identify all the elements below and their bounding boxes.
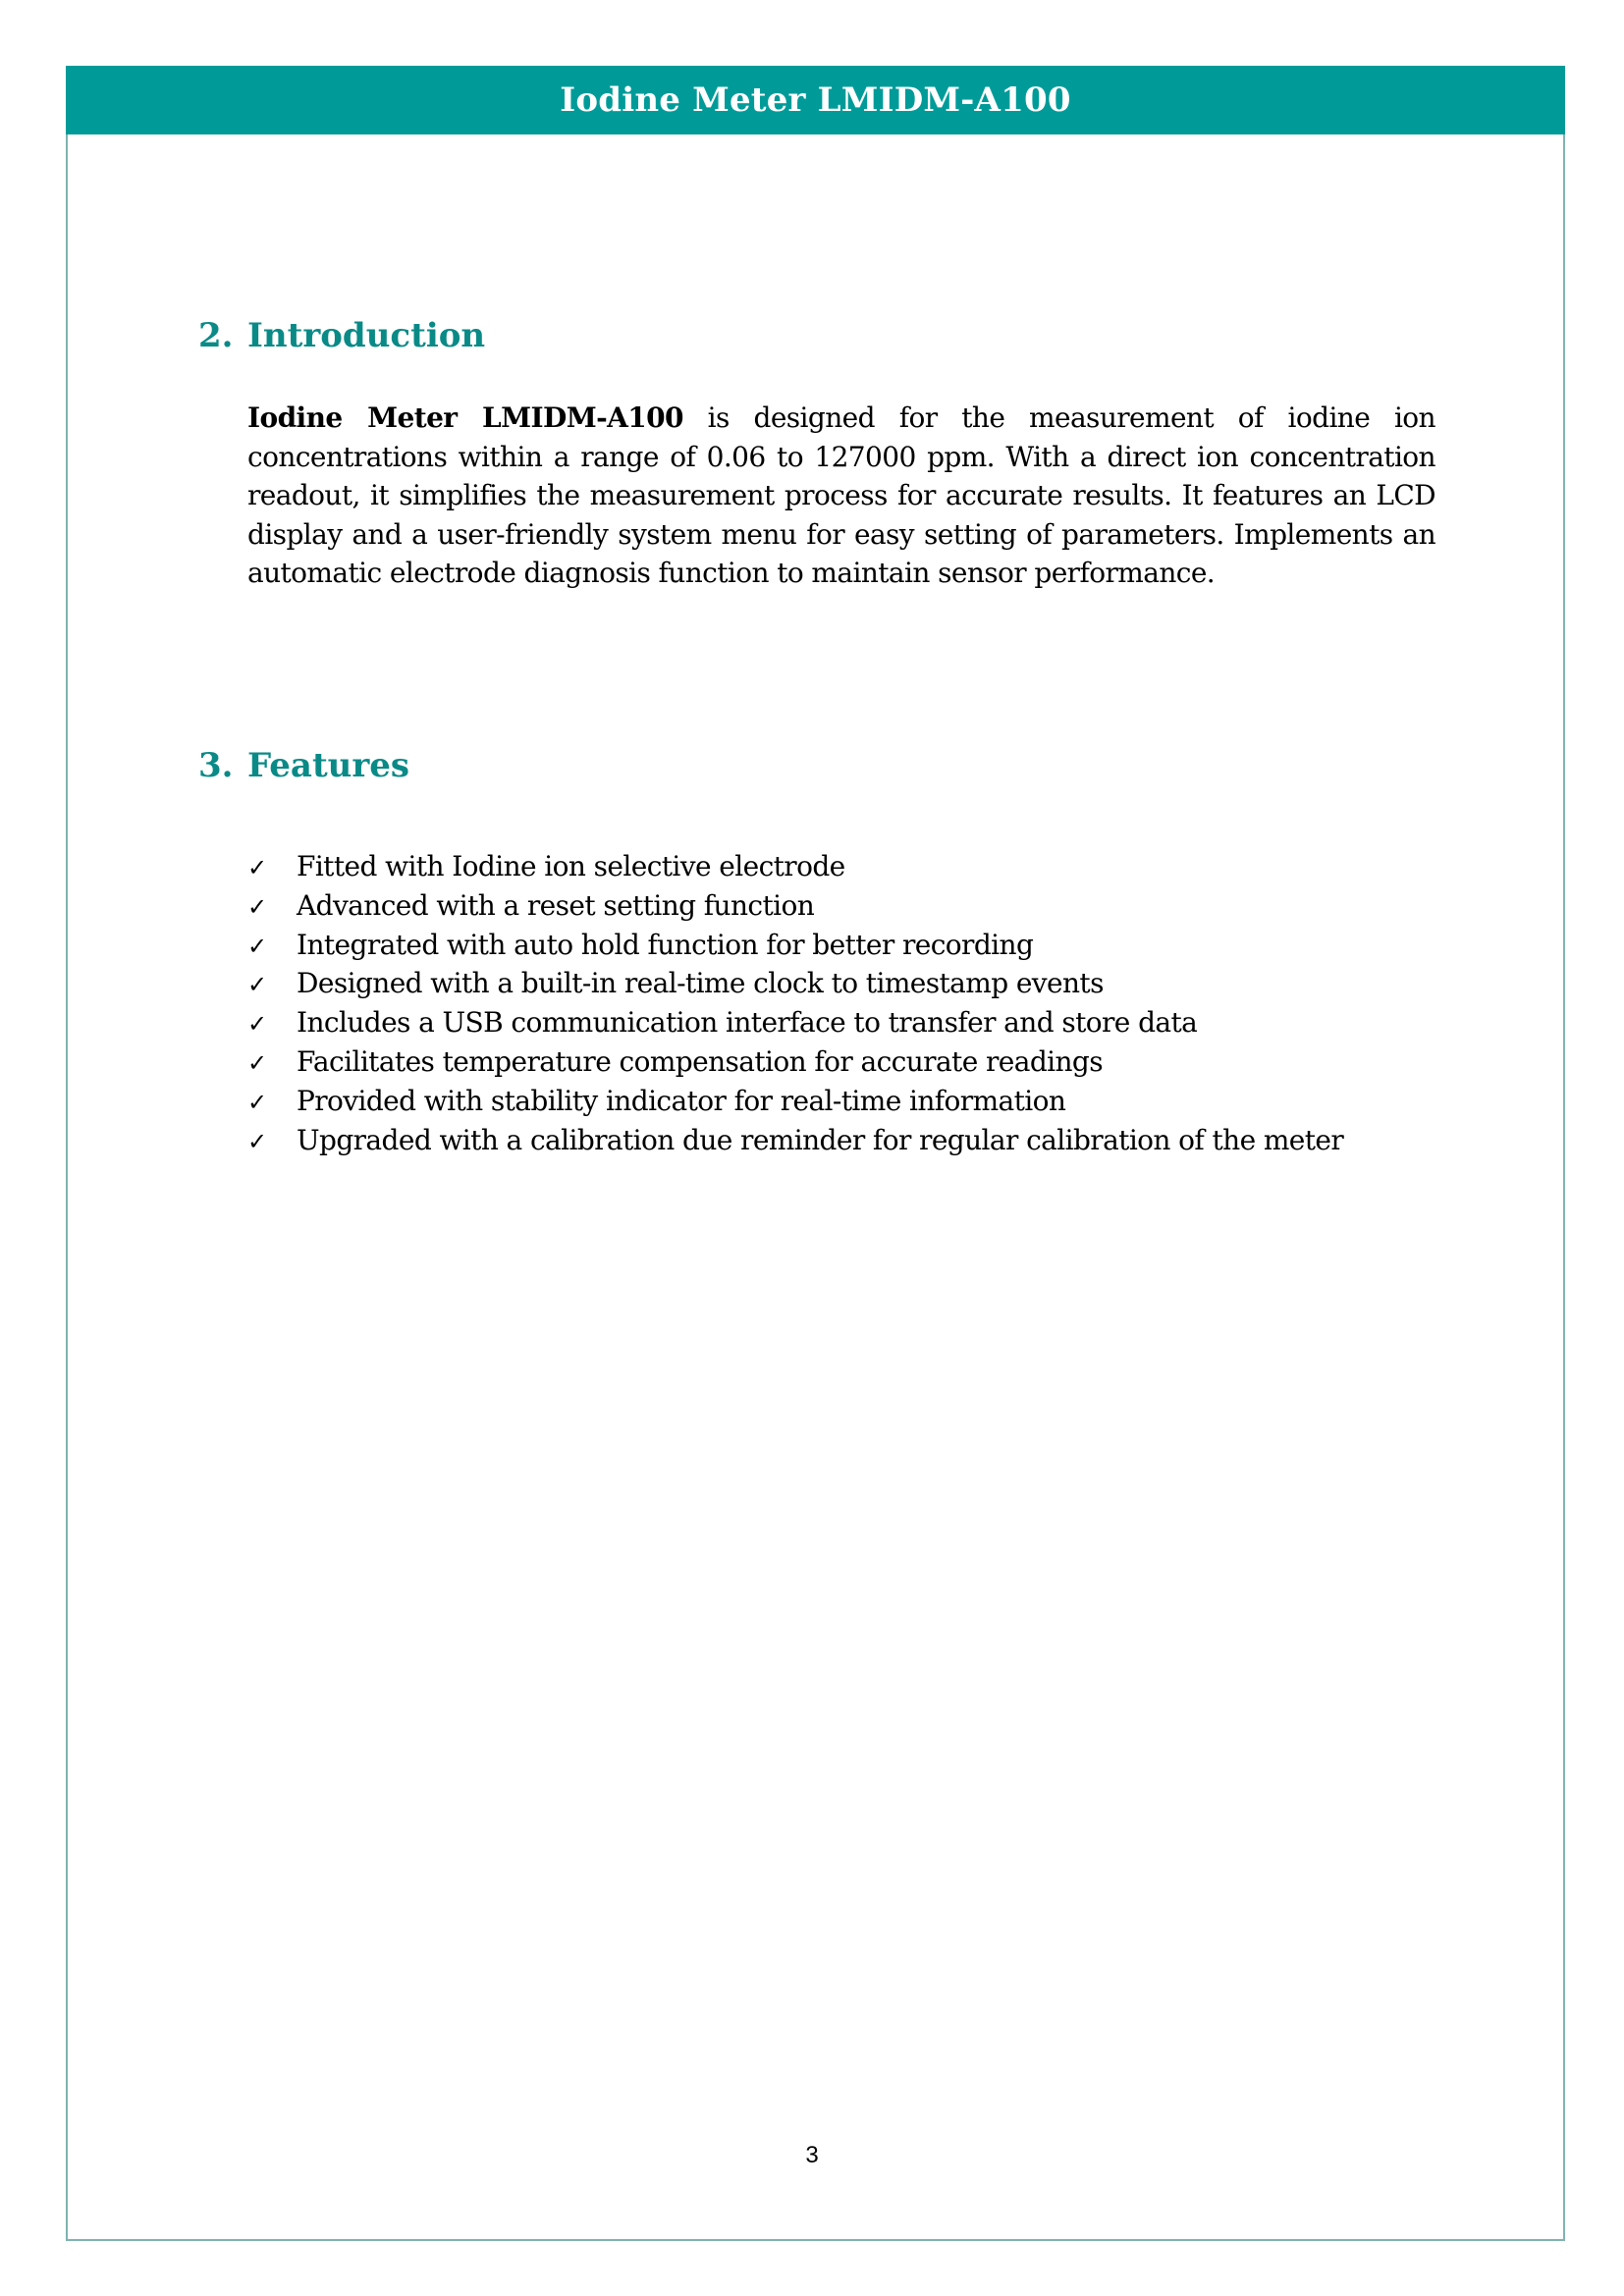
introduction-body: is designed for the measurement of iodine ion concentrations within a range of 0.06 to 127000 ppm. With a direct ion concentration readout, it simplifies the measurement process for accurate results. It features an LCD display and a user-friendly system menu for easy setting of parameters. Implements an automatic electrode diagnosis function to maintain sensor performance.: [247, 401, 1435, 589]
list-item: [247, 889, 1524, 929]
check-icon: ✓: [247, 1088, 268, 1116]
list-item: [247, 1085, 1524, 1124]
features-heading: [198, 746, 409, 785]
features-heading-text: Features: [247, 746, 410, 785]
list-item: [247, 1006, 1524, 1045]
feature-text: Integrated with auto hold function for better recording: [297, 928, 1034, 961]
page-number: 3: [805, 2142, 819, 2168]
feature-text: Designed with a built-in real-time clock to timestamp events: [297, 967, 1104, 1000]
check-icon: ✓: [247, 892, 268, 921]
header-bar: [66, 66, 1565, 134]
features-number: 3.: [198, 746, 234, 785]
check-icon: ✓: [247, 932, 268, 960]
check-icon: ✓: [247, 854, 268, 881]
check-icon: ✓: [247, 971, 268, 999]
introduction-heading-text: Introduction: [247, 316, 486, 355]
list-item: [247, 1045, 1524, 1085]
feature-text: Provided with stability indicator for real-time information: [297, 1084, 1066, 1117]
feature-text: Facilitates temperature compensation for accurate readings: [297, 1044, 1104, 1078]
introduction-heading: [198, 316, 485, 355]
features-list: [247, 850, 1524, 1162]
list-item: [247, 1124, 1524, 1163]
header-title: Iodine Meter LMIDM-A100: [560, 80, 1071, 120]
feature-text: Upgraded with a calibration due reminder for regular calibration of the meter: [297, 1123, 1344, 1156]
product-name: Iodine Meter LMIDM-A100: [247, 401, 683, 434]
check-icon: ✓: [247, 1048, 268, 1077]
list-item: [247, 929, 1524, 968]
feature-text: Includes a USB communication interface to transfer and store data: [297, 1006, 1198, 1040]
list-item: [247, 967, 1524, 1006]
feature-text: Advanced with a reset setting function: [297, 888, 815, 922]
feature-text: Fitted with Iodine ion selective electrode: [297, 850, 845, 882]
check-icon: ✓: [247, 1127, 268, 1155]
check-icon: ✓: [247, 1010, 268, 1039]
introduction-paragraph: [247, 399, 1435, 593]
list-item: [247, 850, 1524, 889]
introduction-number: 2.: [198, 316, 234, 355]
